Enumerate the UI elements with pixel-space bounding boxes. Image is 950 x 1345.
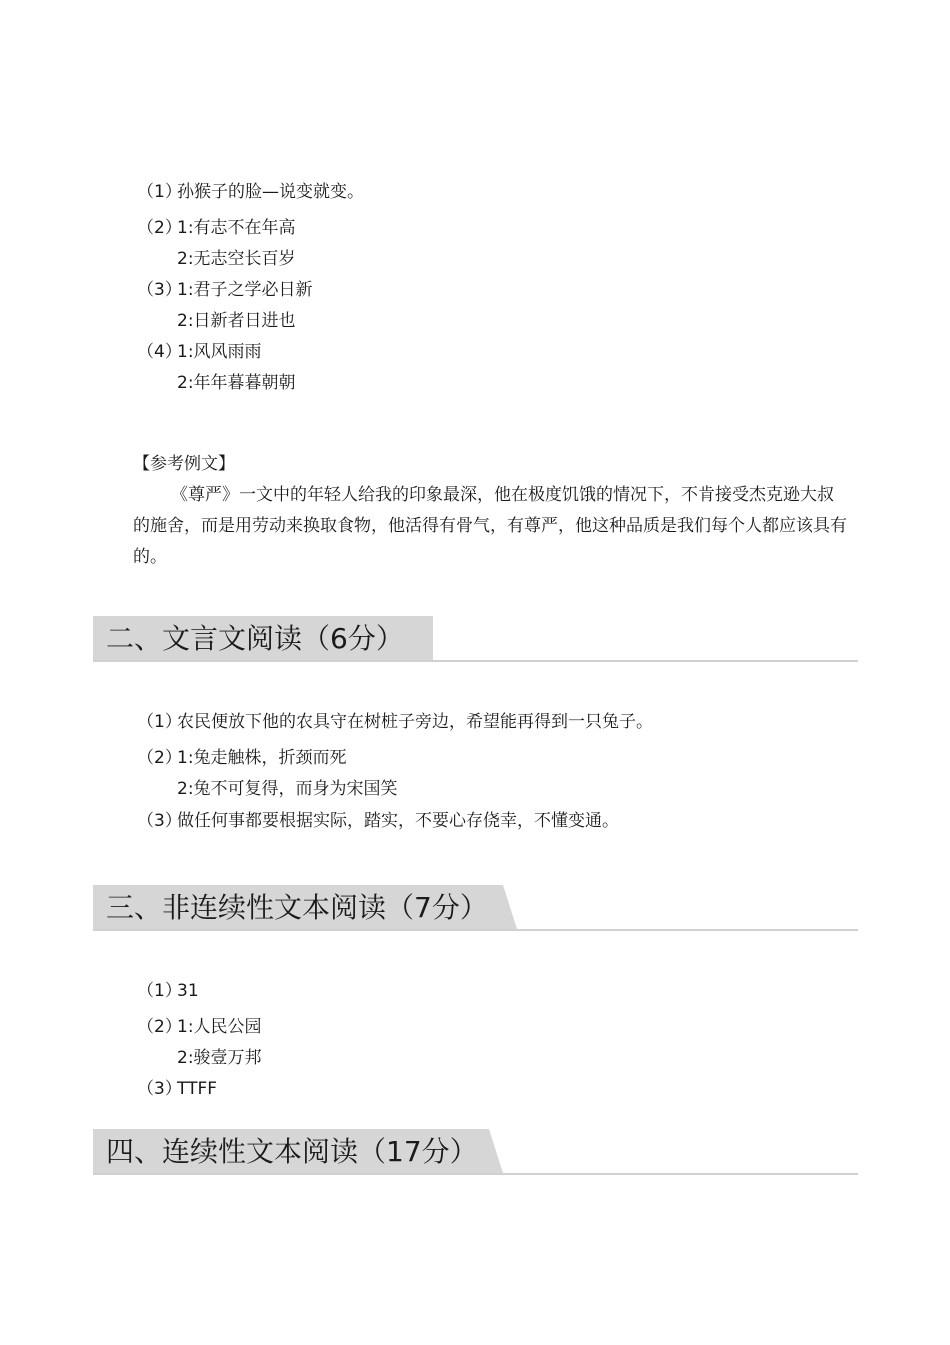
q4-answer-line-2: 2:年年暮暮朝朝: [177, 373, 296, 393]
essay-text: 《尊严》一文中的年轻人给我的印象最深，他在极度饥饿的情况下，不肯接受杰克逊大叔的施舍，而是用劳动来换取食物，他活得有骨气，有尊严，他这种品质是我们每个人都应该具有的。: [133, 485, 847, 567]
q1-number: （1）: [137, 182, 182, 202]
s3-q3-number: （3）: [137, 1079, 182, 1099]
s2-q3-number: （3）: [137, 811, 182, 831]
s2-q2-answer-line-1: 1:兔走触株，折颈而死: [177, 748, 347, 768]
q1-answer: 孙猴子的脸—说变就变。: [177, 182, 364, 202]
s3-q2-number: （2）: [137, 1017, 182, 1037]
s2-q2-number: （2）: [137, 748, 182, 768]
section-rule: [93, 929, 858, 931]
s2-q1-number: （1）: [137, 712, 182, 732]
section-header-non-continuous-text: [93, 885, 858, 931]
section-title: 三、非连续性文本阅读（7分）: [106, 891, 488, 924]
s3-q2-answer-line-1: 1:人民公园: [177, 1017, 262, 1037]
q3-answer-line-2: 2:日新者日进也: [177, 311, 296, 331]
section-header-continuous-text: [93, 1129, 858, 1175]
q2-answer-line-2: 2:无志空长百岁: [177, 249, 296, 269]
section-title: 四、连续性文本阅读（17分）: [106, 1135, 478, 1168]
q4-number: （4）: [137, 342, 182, 362]
essay-paragraph: [133, 480, 848, 573]
s2-q2-answer-line-2: 2:兔不可复得，而身为宋国笑: [177, 779, 398, 799]
q4-answer-line-1: 1:风风雨雨: [177, 342, 262, 362]
essay-label: 【参考例文】: [133, 454, 235, 474]
s3-q1-number: （1）: [137, 981, 182, 1001]
s2-q3-answer: 做任何事都要根据实际，踏实，不要心存侥幸，不懂变通。: [177, 811, 619, 831]
section-rule: [93, 1173, 858, 1175]
q2-number: （2）: [137, 218, 182, 238]
s2-q1-answer: 农民便放下他的农具守在树桩子旁边，希望能再得到一只兔子。: [177, 712, 653, 732]
section-rule: [93, 660, 858, 662]
q3-answer-line-1: 1:君子之学必日新: [177, 280, 313, 300]
section-title: 二、文言文阅读（6分）: [106, 622, 404, 655]
q3-number: （3）: [137, 280, 182, 300]
s3-q2-answer-line-2: 2:骏壹万邦: [177, 1048, 262, 1068]
s3-q1-answer: 31: [177, 981, 199, 1001]
section-header-classical-chinese: [93, 616, 858, 662]
s3-q3-answer: TTFF: [177, 1079, 218, 1099]
q2-answer-line-1: 1:有志不在年高: [177, 218, 296, 238]
